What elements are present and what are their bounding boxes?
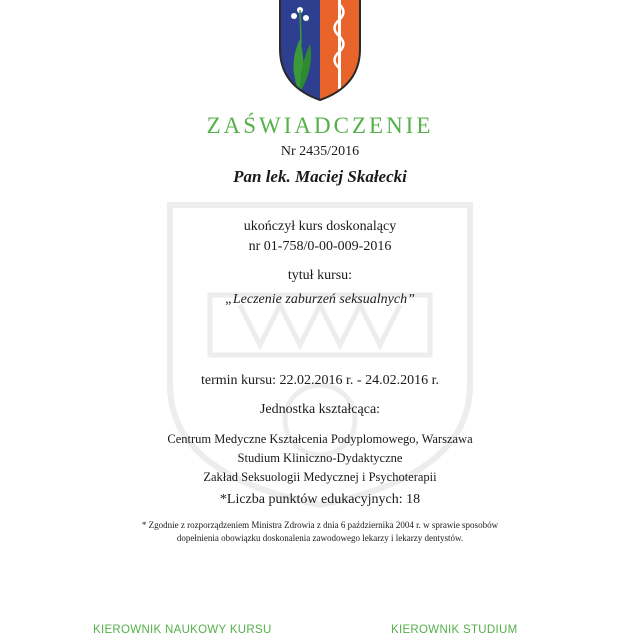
course-number: nr 01-758/0-00-009-2016 (248, 239, 392, 254)
footnote-line: * Zgodnie z rozporządzeniem Ministra Zdrowia z dnia 6 października 2004 r. w sprawie sposobów (141, 520, 499, 530)
course-title: „Leczenie zaburzeń seksualnych” (225, 292, 415, 307)
certificate-title: ZAŚWIADCZENIE (206, 113, 434, 138)
signature-label-scientific-head: KIEROWNIK NAUKOWY KURSU (93, 624, 272, 636)
unit-line: Zakład Seksuologii Medycznej i Psychoterapii (203, 470, 437, 484)
unit-label: Jednostka kształcąca: (259, 402, 381, 417)
education-points: *Liczba punktów edukacyjnych: 18 (219, 492, 421, 507)
completed-text: ukończył kurs doskonalący (243, 219, 397, 234)
signature-label-studium-head: KIEROWNIK STUDIUM (391, 624, 518, 636)
unit-line: Centrum Medyczne Kształcenia Podyplomowego, Warszawa (167, 432, 473, 446)
course-term: termin kursu: 22.02.2016 r. - 24.02.2016 r. (201, 373, 439, 388)
course-title-label: tytuł kursu: (287, 268, 353, 283)
recipient-name: Pan lek. Maciej Skałecki (233, 167, 407, 186)
unit-line: Studium Kliniczno-Dydaktyczne (237, 451, 403, 465)
medical-crest-icon (270, 0, 370, 104)
footnote-line: dopełnienia obowiązku doskonalenia zawodowego lekarzy i lekarzy dentystów. (176, 533, 464, 543)
certificate-number: Nr 2435/2016 (280, 144, 360, 159)
